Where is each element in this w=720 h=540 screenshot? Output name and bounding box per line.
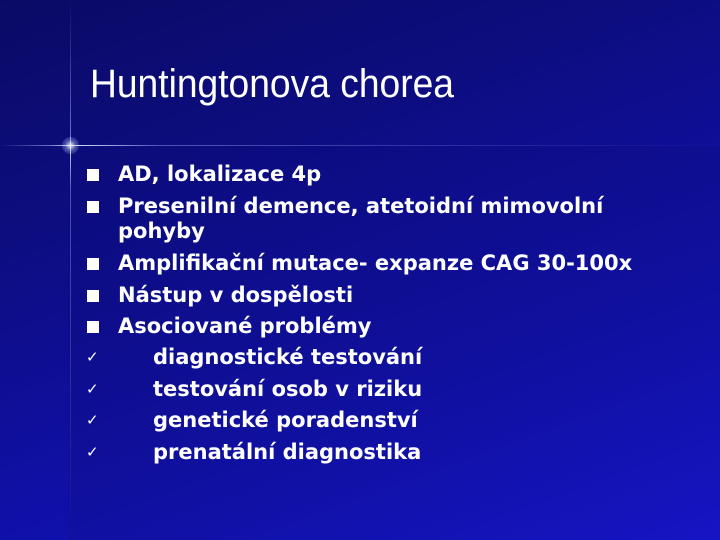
bullet-text: Nástup v dospělosti [118,283,354,307]
square-bullet-icon [87,258,99,270]
decorative-horizontal-line [0,145,720,146]
square-bullet-icon [87,321,99,333]
bullet-text: Presenilní demence, atetoidní mimovolní [118,194,604,218]
square-bullet-icon [87,201,99,213]
bullet-text: Asociované problémy [118,314,372,338]
sub-bullet-text: prenatální diagnostika [153,440,422,464]
sub-bullet-text: genetické poradenství [153,408,418,432]
decorative-vertical-line [70,0,71,540]
bullet-text: AD, lokalizace 4p [118,162,322,186]
slide-title: Huntingtonova chorea [90,62,454,106]
bullet-text-continuation: pohyby [118,219,205,243]
decorative-star-glow [62,137,79,154]
checkmark-icon: ✓ [86,411,99,429]
checkmark-icon: ✓ [86,348,99,366]
square-bullet-icon [87,169,99,181]
sub-bullet-text: testování osob v riziku [153,377,423,401]
bullet-text: Amplifikační mutace- expanze CAG 30-100x [118,251,633,275]
checkmark-icon: ✓ [86,380,99,398]
sub-bullet-text: diagnostické testování [153,345,423,369]
square-bullet-icon [87,290,99,302]
checkmark-icon: ✓ [86,443,99,461]
